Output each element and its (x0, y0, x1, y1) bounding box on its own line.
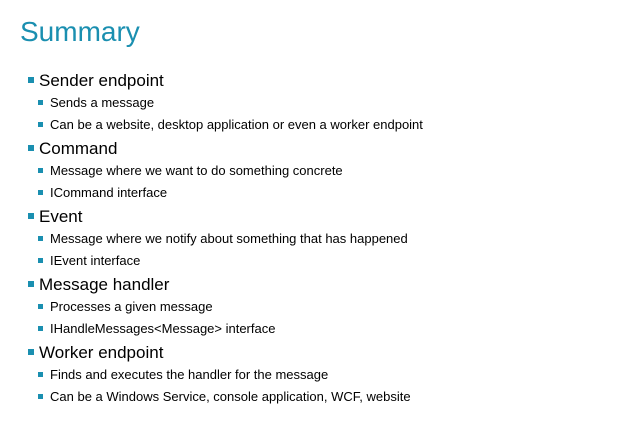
list-item-text: Message where we notify about something that has happened (50, 231, 408, 246)
list-item-text: Message where we want to do something concrete (50, 163, 343, 178)
list-item-text: Finds and executes the handler for the message (50, 367, 329, 382)
list-item (28, 92, 423, 114)
bullet-square-icon (38, 372, 43, 377)
list-item (28, 386, 423, 408)
section-heading: Event (39, 207, 83, 226)
list-item (28, 250, 423, 272)
list-item-text: Sends a message (50, 95, 155, 110)
bullet-square-icon (38, 236, 43, 241)
bullet-square-icon (28, 77, 34, 83)
list-item-text: Can be a Windows Service, console application, WCF, website (50, 389, 411, 404)
list-item-text: ICommand interface (50, 185, 168, 200)
section-command (28, 138, 423, 204)
bullet-list (28, 68, 423, 408)
bullet-square-icon (38, 304, 43, 309)
list-item-text: IHandleMessages<Message> interface (50, 321, 276, 336)
list-item-text: Can be a website, desktop application or even a worker endpoint (50, 117, 423, 132)
list-item (28, 114, 423, 136)
bullet-square-icon (38, 394, 43, 399)
section-sender-endpoint (28, 70, 423, 136)
section-heading: Command (39, 139, 118, 158)
section-event (28, 206, 423, 272)
bullet-square-icon (28, 349, 34, 355)
list-item (28, 182, 423, 204)
slide-title: Summary (20, 16, 140, 47)
section-heading: Message handler (39, 275, 170, 294)
bullet-square-icon (38, 258, 43, 263)
list-item (28, 228, 423, 250)
list-item-text: IEvent interface (50, 253, 141, 268)
section-message-handler (28, 274, 423, 340)
bullet-square-icon (38, 190, 43, 195)
list-item (28, 160, 423, 182)
section-heading: Worker endpoint (39, 343, 164, 362)
section-heading: Sender endpoint (39, 71, 164, 90)
bullet-square-icon (38, 326, 43, 331)
bullet-square-icon (28, 145, 34, 151)
list-item (28, 296, 423, 318)
bullet-square-icon (38, 168, 43, 173)
list-item (28, 364, 423, 386)
bullet-square-icon (28, 281, 34, 287)
list-item (28, 318, 423, 340)
bullet-square-icon (38, 100, 43, 105)
list-item-text: Processes a given message (50, 299, 213, 314)
bullet-square-icon (38, 122, 43, 127)
bullet-square-icon (28, 213, 34, 219)
section-worker-endpoint (28, 342, 423, 408)
